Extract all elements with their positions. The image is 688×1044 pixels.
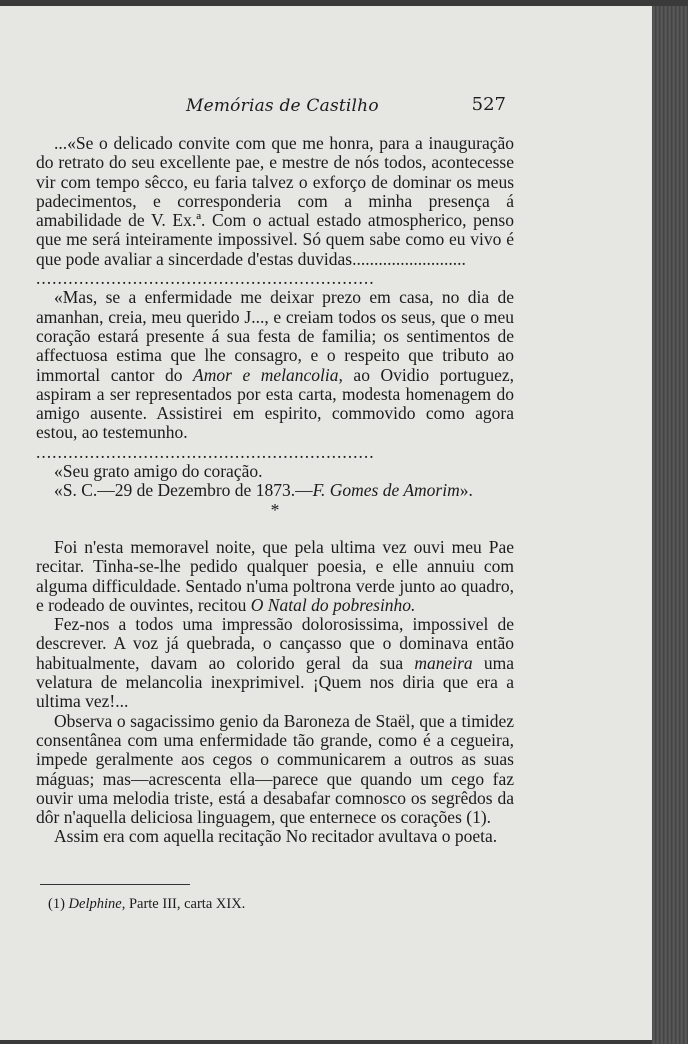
letter-signature: «S. C.—29 de Dezembro de 1873.—F. Gomes de Amorim». <box>54 480 473 501</box>
page-edge <box>652 6 688 1044</box>
ellipsis-line: ............................................................... <box>36 442 375 462</box>
paragraph: Fez-nos a todos uma impressão dolorosissima, impossivel de descrever. A voz já quebrada, o cançasso que o dominava então habitualmente, davam ao colorido geral da sua maneira uma velatura de melancolia inexprimivel. ¡Quem nos diria que era a ultima vez!... <box>36 614 514 712</box>
letter-closing: «Seu grato amigo do coração. <box>54 461 263 482</box>
section-divider: * <box>270 499 280 520</box>
page-number: 527 <box>471 94 506 115</box>
page-header <box>36 92 512 122</box>
letter-paragraph-2: «Mas, se a enfermidade me deixar prezo em casa, no dia de amanhan, creia, meu querido J..., e creiam todos os seus, que o meu coração estará presente á sua festa de familia; os sentimentos de affectuosa estima que lhe consagro, e o respeito que tributo ao immortal cantor do Amor e melancolia, ao Ovidio portuguez, aspiram a ser representados por esta carta, modesta homenagem do amigo ausente. Assistirei em espirito, commovido como agora estou, ao testemunho. <box>36 287 514 443</box>
body-text <box>36 134 514 847</box>
footnote: (1) Delphine, Parte III, carta XIX. <box>48 896 246 912</box>
letter-paragraph-1: ...«Se o delicado convite com que me honra, para a inauguração do retrato do seu excellente pae, e mestre de nós todos, acontecesse vir com tempo sêcco, eu faria talvez o exforço de dominar os meus padecimentos, e corresponderia com a minha presença á amabilidade de V. Ex.ª. Com o actual estado atmospherico, penso que me será inteiramente impossivel. Só quem sabe como eu vivo é que pode avaliar a sincerdade d'estas duvidas.......................... <box>36 133 514 269</box>
paragraph: Observa o sagacissimo genio da Baroneza de Staël, que a timidez consentânea com uma enfermidade tão grande, como é a cegueira, impede geralmente aos cegos o communicarem a outros as suas máguas; mas—acrescenta ella—parece que quando um cego faz ouvir uma melodia triste, está a desabafar comnosco os segrêdos da dôr n'aquella deliciosa linguagem, que enternece os corações (1). <box>36 710 514 828</box>
paragraph: Assim era com aquella recitação No recitador avultava o poeta. <box>54 826 498 847</box>
ellipsis-line: ............................................................... <box>36 269 375 289</box>
running-title: Memórias de Castilho <box>186 96 379 116</box>
book-page <box>0 6 652 1040</box>
paragraph: Foi n'esta memoravel noite, que pela ultima vez ouvi meu Pae recitar. Tinha-se-lhe pedido qualquer poesia, e elle annuiu com alguma difficuldade. Sentado n'uma poltrona verde junto ao quadro, e rodeado de ouvintes, recitou O Natal do pobresinho. <box>36 536 514 615</box>
footnote-rule <box>40 884 190 885</box>
